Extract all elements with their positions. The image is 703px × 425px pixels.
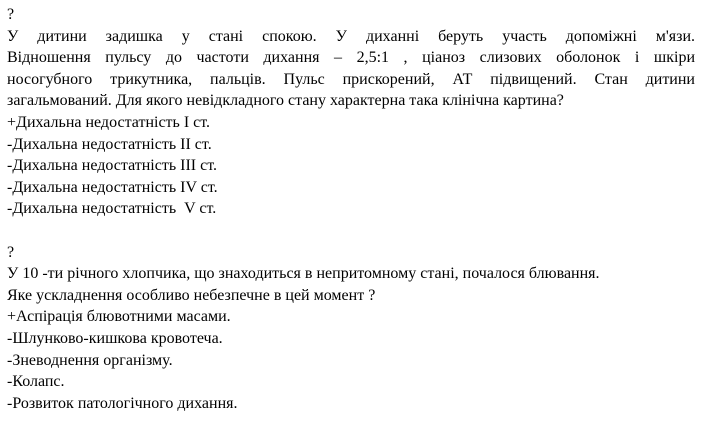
answer-option: -Зневоднення організму. xyxy=(7,351,173,369)
answer-option: -Колапс. xyxy=(7,373,65,391)
answer-option: -Дихальна недостатність ІІІ ст. xyxy=(7,157,218,175)
answer-option: -Шлунково-кишкова кровотеча. xyxy=(7,329,223,347)
question-stem-line: У дитини задишка у стані спокою. У диханні беруть участь допоміжні м'язи. xyxy=(7,27,695,45)
answer-option-correct: +Аспірація блювотними масами. xyxy=(7,308,231,326)
answer-option: -Розвиток патологічного дихання. xyxy=(7,394,238,412)
question-stem-line: Відношення пульсу до частоти дихання – 2,5:1 , ціаноз слизових оболонок і шкіри xyxy=(7,49,695,67)
answer-option-correct: +Дихальна недостатність І ст. xyxy=(7,113,211,131)
question-marker: ? xyxy=(7,6,15,23)
question-stem-line: Яке ускладнення особливо небезпечне в цей момент ? xyxy=(7,286,376,304)
question-stem-line: носогубного трикутника, пальців. Пульс прискорений, АТ підвищений. Стан дитини xyxy=(7,70,695,88)
question-2 xyxy=(7,242,695,415)
answer-option: -Дихальна недостатність V ст. xyxy=(7,200,217,218)
answer-option: -Дихальна недостатність ІV ст. xyxy=(7,178,218,196)
question-marker: ? xyxy=(7,243,15,261)
question-1 xyxy=(7,4,695,220)
question-stem-line: У 10 -ти річного хлопчика, що знаходиться в непритомному стані, почалося блювання. xyxy=(7,265,600,283)
question-stem-line: загальмований. Для якого невідкладного стану характерна така клінічна картина? xyxy=(7,92,564,110)
blank-line xyxy=(7,220,695,242)
answer-option: -Дихальна недостатність ІІ ст. xyxy=(7,135,212,153)
